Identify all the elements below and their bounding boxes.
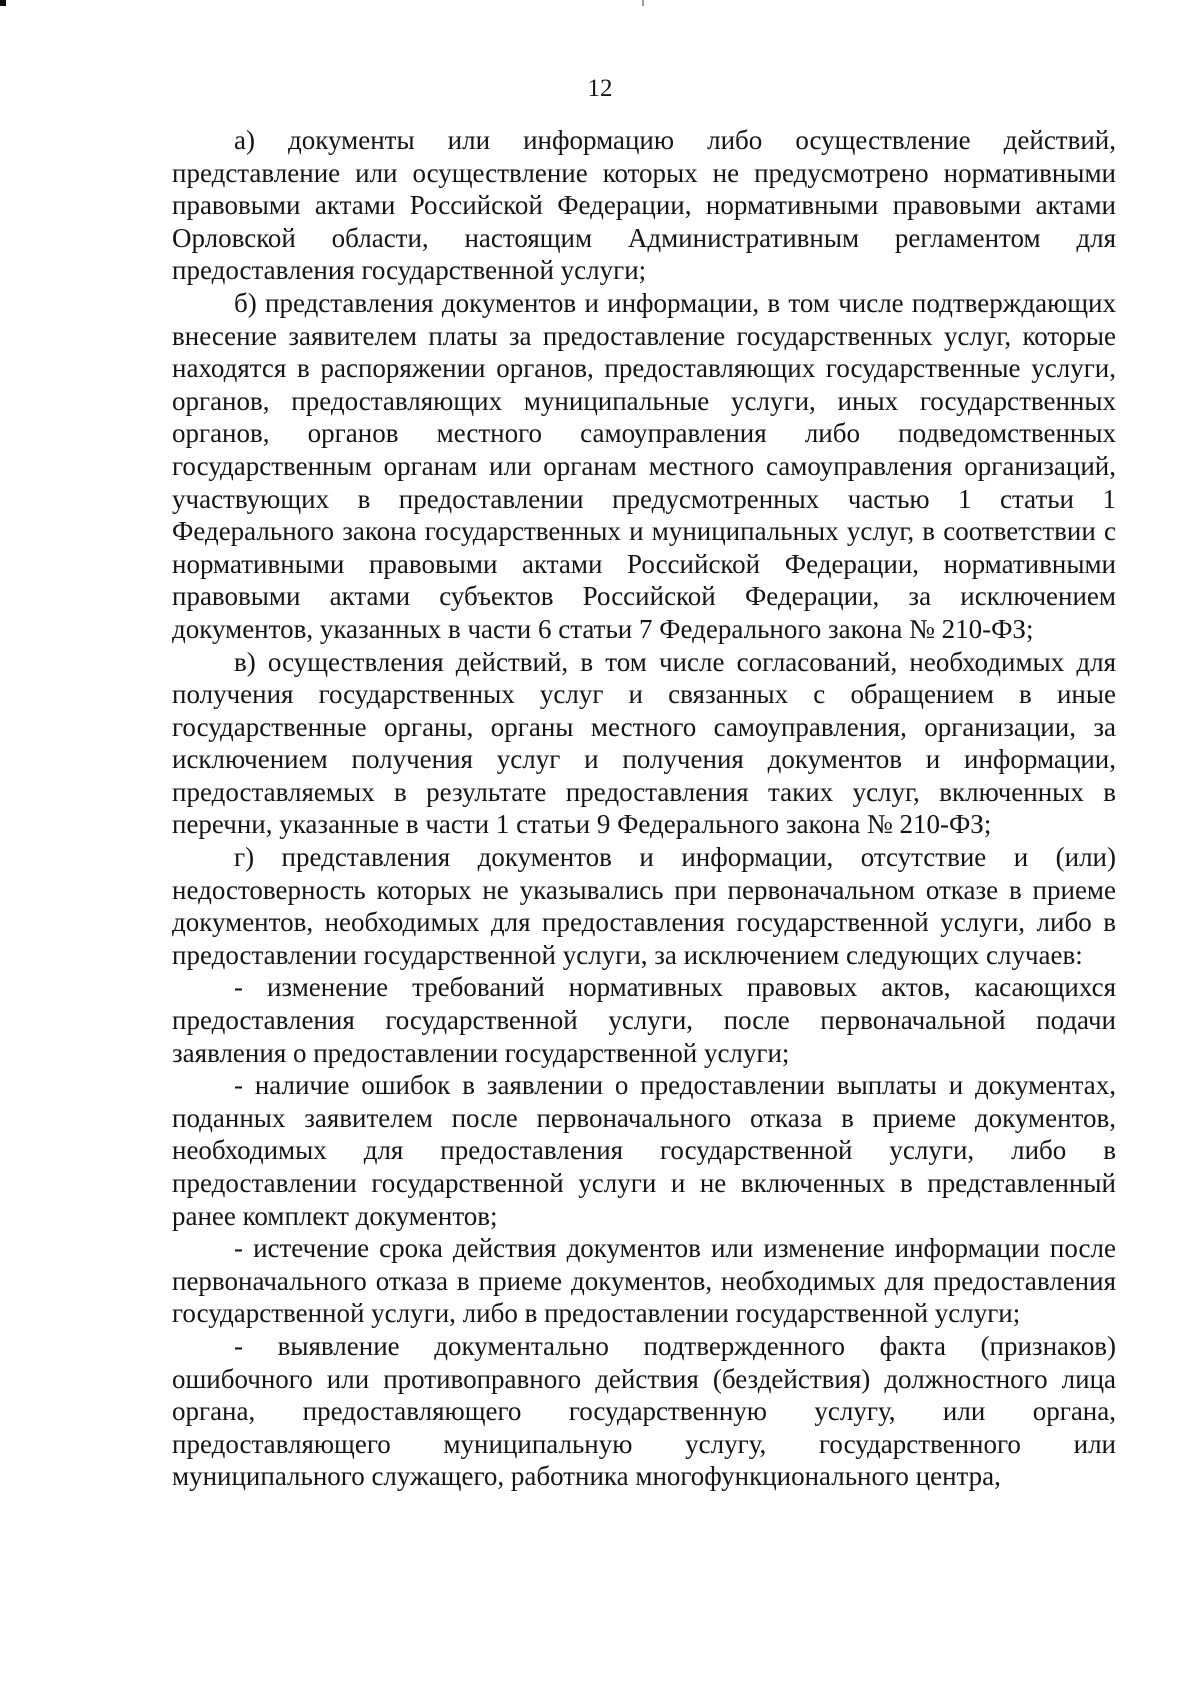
page-number: 12 bbox=[587, 75, 613, 102]
list-item-requirements-change: - изменение требований нормативных правовых актов, касающихся предоставления государственной услуги, после первоначальной подачи заявления о предоставлении государственной услуги; bbox=[172, 972, 1116, 1068]
paragraph-b: б) представления документов и информации, в том числе подтверждающих внесение заявителем платы за предоставление государственных услуг, которые находятся в распоряжении органов, предоставляющих государственные услуги, органов, предоставляющих муниципальные услуги, иных государственных органов, органов местного самоуправления либо подведомственных государственным органам или органам местного самоуправления организаций, участвующих в предоставлении предусмотренных частью 1 статьи 1 Федерального закона государственных и муниципальных услуг, в соответствии с нормативными правовыми актами Российской Федерации, нормативными правовыми актами субъектов Российской Федерации, за исключением документов, указанных в части 6 статьи 7 Федерального закона № 210-ФЗ; bbox=[172, 287, 1116, 644]
paragraph-g: г) представления документов и информации, отсутствие и (или) недостоверность которых не указывались при первоначальном отказе в приеме документов, необходимых для предоставления государственной услуги, либо в предоставлении государственной услуги, за исключением следующих случаев: bbox=[172, 842, 1116, 970]
paragraph-a: а) документы или информацию либо осуществление действий, представление или осуществление которых не предусмотрено нормативными правовыми актами Российской Федерации, нормативными правовыми актами Орловской области, настоящим Административным регламентом для предоставления государственной услуги; bbox=[172, 125, 1116, 286]
list-item-document-expiry: - истечение срока действия документов или изменение информации после первоначального отказа в приеме документов, необходимых для предоставления государственной услуги, либо в предоставлении государственной услуги; bbox=[172, 1233, 1116, 1329]
paragraph-v: в) осуществления действий, в том числе согласований, необходимых для получения государственных услуг и связанных с обращением в иные государственные органы, органы местного самоуправления, организации, за исключением получения услуг и получения документов и информации, предоставляемых в результате предоставления таких услуг, включенных в перечни, указанные в части 1 статьи 9 Федерального закона № 210-ФЗ; bbox=[172, 646, 1116, 840]
list-item-erroneous-action: - выявление документально подтвержденного факта (признаков) ошибочного или противоправного действия (бездействия) должностного лица органа, предоставляющего государственную услугу, или органа, предоставляющего муниципальную услугу, государственного или муниципального служащего, работника многофункционального центра, bbox=[172, 1330, 1116, 1492]
scan-corner-mark bbox=[0, 0, 6, 6]
list-item-application-errors: - наличие ошибок в заявлении о предоставлении выплаты и документах, поданных заявителем после первоначального отказа в приеме документов, необходимых для предоставления государственной услуги, либо в предоставлении государственной услуги и не включенных в представленный ранее комплект документов; bbox=[172, 1070, 1116, 1231]
document-body bbox=[172, 124, 1116, 1493]
scan-top-tick bbox=[642, 0, 644, 6]
